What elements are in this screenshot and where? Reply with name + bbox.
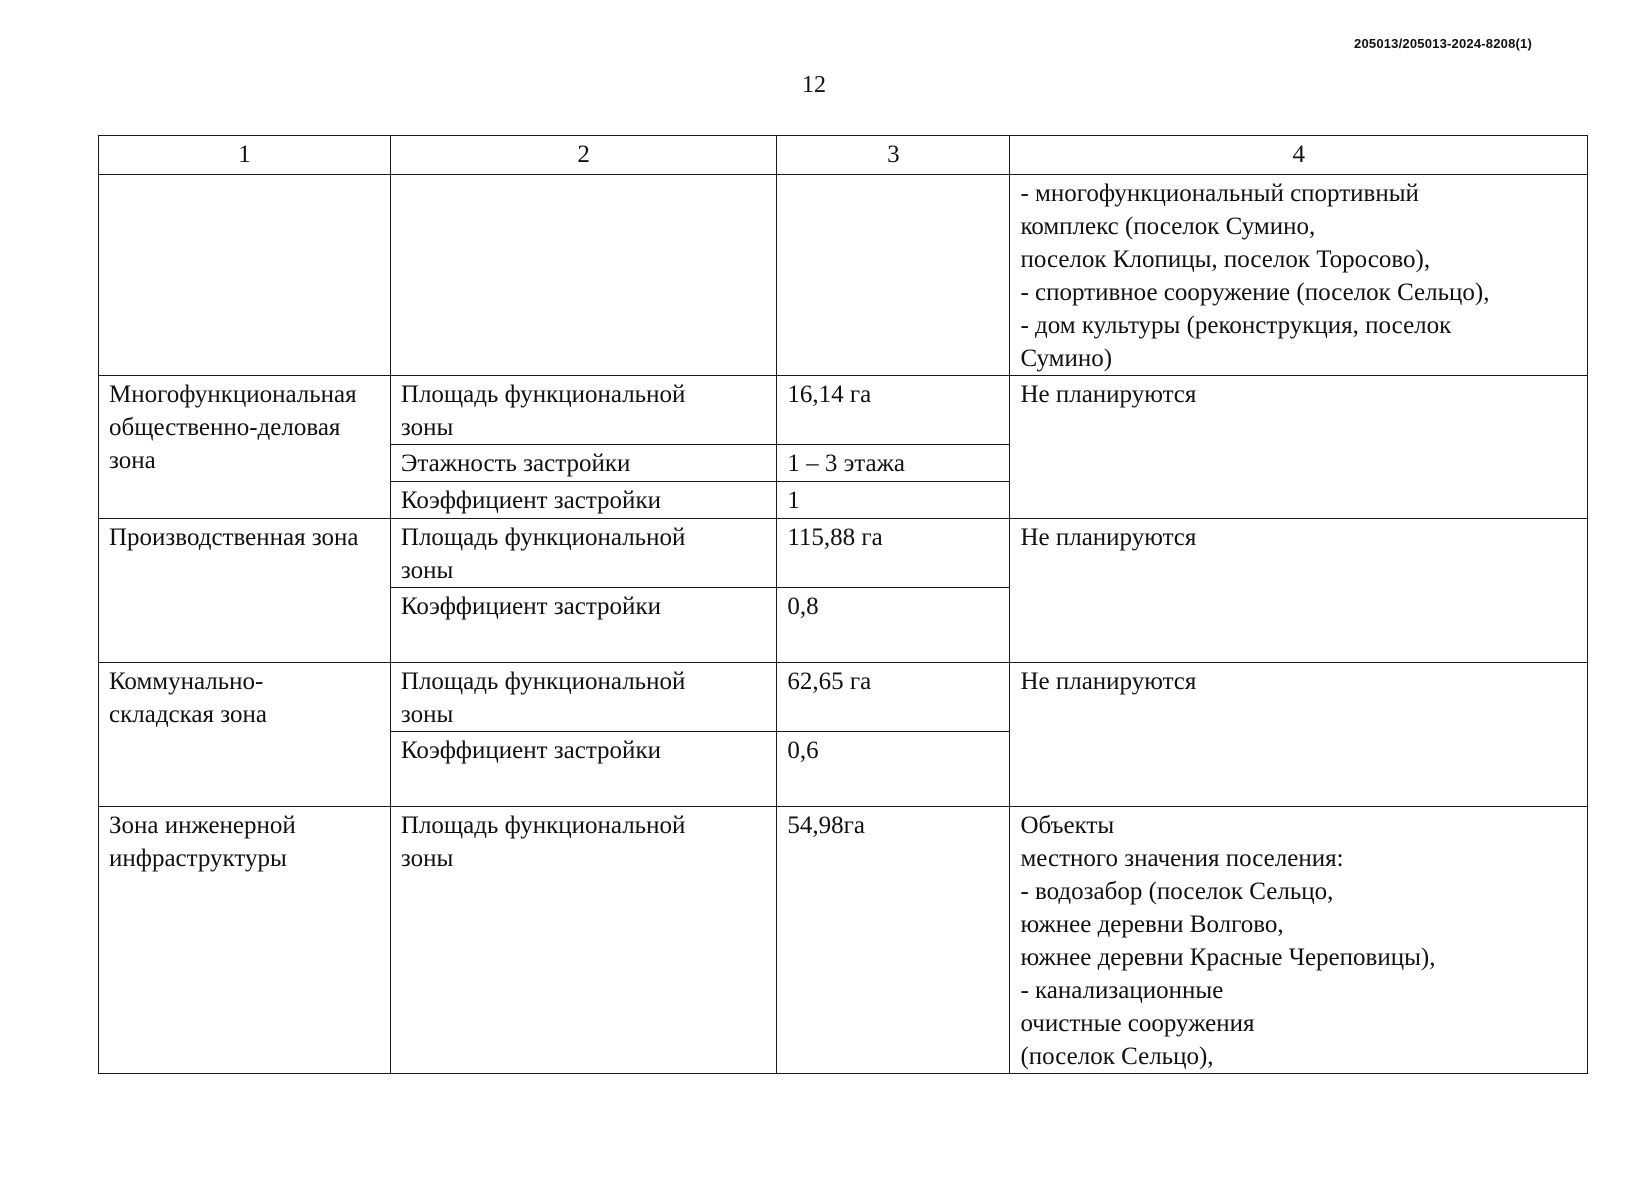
zone-objects-line: Не планируются — [1020, 381, 1197, 408]
param-name-line: Коэффициент застройки — [400, 487, 661, 514]
zone-objects-line: Не планируются — [1020, 524, 1197, 551]
zone-name-line: зона — [109, 447, 156, 474]
column-header-1: 1 — [99, 136, 391, 175]
page-number: 12 — [802, 72, 826, 98]
continuation-cell-3 — [777, 175, 1010, 376]
param-name-cell — [390, 376, 776, 445]
param-name-line: Площадь функциональной — [400, 524, 686, 551]
param-name-line: Коэффициент застройки — [400, 593, 661, 620]
param-value-cell: 16,14 га — [777, 376, 1010, 445]
continuation-row — [99, 175, 1588, 376]
zones-table — [98, 135, 1588, 1074]
param-name-line: Этажность застройки — [400, 450, 631, 477]
param-name-line: зоны — [400, 701, 454, 728]
param-name-cell — [390, 588, 776, 663]
zone-row — [99, 807, 1588, 1074]
param-value-cell: 1 – 3 этажа — [777, 445, 1010, 482]
continuation-cell-1 — [99, 175, 391, 376]
zone-name-line: складская зона — [109, 701, 267, 728]
param-value-cell: 54,98га — [777, 807, 1010, 1074]
param-value-cell: 115,88 га — [777, 519, 1010, 588]
continuation-objects-cell — [1010, 175, 1588, 376]
param-value-cell: 0,8 — [777, 588, 1010, 663]
zone-objects-line: местного значения поселения: — [1020, 845, 1344, 872]
column-header-3: 3 — [777, 136, 1010, 175]
param-name-line: Площадь функциональной — [400, 668, 686, 695]
zone-name-cell — [99, 663, 391, 807]
param-name-line: Коэффициент застройки — [400, 737, 661, 764]
table-header-row — [99, 136, 1588, 175]
zone-name-line: Зона инженерной — [109, 812, 296, 839]
zone-objects-line: - канализационные — [1020, 977, 1224, 1004]
zone-name-cell — [99, 376, 391, 519]
zone-objects-line: южнее деревни Красные Череповицы), — [1020, 944, 1436, 971]
zone-objects-cell — [1010, 519, 1588, 663]
param-name-cell — [390, 663, 776, 732]
continuation-cell-2 — [390, 175, 776, 376]
zone-row — [99, 519, 1588, 588]
zone-row — [99, 663, 1588, 732]
zone-objects-line: Не планируются — [1020, 668, 1197, 695]
zone-objects-line: Объекты — [1020, 812, 1115, 839]
param-name-line: Площадь функциональной — [400, 812, 686, 839]
zone-objects-cell — [1010, 807, 1588, 1074]
zone-objects-line: южнее деревни Волгово, — [1020, 911, 1284, 938]
zone-name-cell — [99, 519, 391, 663]
continuation-objects-line: поселок Клопицы, поселок Торосово), — [1020, 246, 1431, 273]
zone-objects-line: - водозабор (поселок Сельцо, — [1020, 878, 1334, 905]
param-name-cell — [390, 445, 776, 482]
param-name-line: зоны — [400, 557, 454, 584]
column-header-4: 4 — [1010, 136, 1588, 175]
param-name-cell — [390, 519, 776, 588]
zone-objects-cell — [1010, 376, 1588, 519]
column-header-2: 2 — [390, 136, 776, 175]
param-name-line: Площадь функциональной — [400, 381, 686, 408]
zone-name-line: Коммунально- — [109, 668, 264, 695]
zone-objects-line: очистные сооружения — [1020, 1010, 1255, 1037]
continuation-objects-line: Сумино) — [1020, 345, 1113, 372]
param-value-cell: 0,6 — [777, 732, 1010, 807]
param-name-cell — [390, 732, 776, 807]
continuation-objects-line: - дом культуры (реконструкция, поселок — [1020, 312, 1452, 339]
param-name-line: зоны — [400, 845, 454, 872]
zone-name-line: Производственная зона — [109, 524, 359, 551]
zone-row — [99, 376, 1588, 445]
zone-objects-line: (поселок Сельцо), — [1020, 1043, 1214, 1070]
zone-name-line: Многофункциональная — [109, 381, 357, 408]
continuation-objects-line: - многофункциональный спортивный — [1020, 180, 1419, 207]
zone-name-cell — [99, 807, 391, 1074]
zone-objects-cell — [1010, 663, 1588, 807]
param-name-line: зоны — [400, 414, 454, 441]
zone-name-line: инфраструктуры — [109, 845, 287, 872]
param-name-cell — [390, 482, 776, 519]
continuation-objects-line: - спортивное сооружение (поселок Сельцо), — [1020, 279, 1490, 306]
continuation-objects-line: комплекс (поселок Сумино, — [1020, 213, 1316, 240]
document-id: 205013/205013-2024-8208(1) — [1354, 36, 1532, 51]
param-value-cell: 1 — [777, 482, 1010, 519]
param-value-cell: 62,65 га — [777, 663, 1010, 732]
param-name-cell — [390, 807, 776, 1074]
zone-name-line: общественно-деловая — [109, 414, 341, 441]
